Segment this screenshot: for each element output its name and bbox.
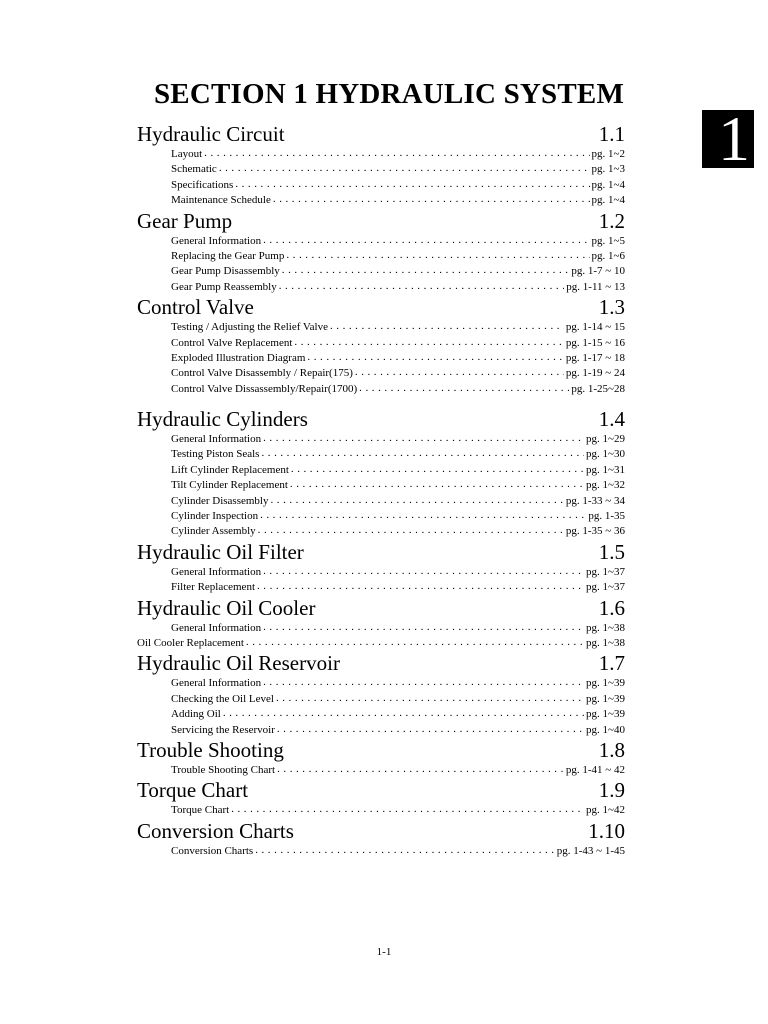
section-number: 1.9	[598, 778, 625, 803]
toc-entry[interactable]	[137, 193, 625, 208]
page-title: SECTION 1 HYDRAULIC SYSTEM	[153, 78, 625, 110]
toc-entry-label: Gear Pump Reassembly	[171, 280, 277, 293]
toc-entry[interactable]	[137, 763, 625, 778]
dot-leader	[273, 193, 590, 207]
toc-entry-page: pg. 1~3	[591, 163, 625, 176]
toc-entry-label: Torque Chart	[171, 804, 230, 817]
toc-entry-label: Checking the Oil Level	[171, 692, 274, 705]
toc-entry[interactable]	[137, 178, 625, 193]
section-title: Trouble Shooting	[137, 737, 284, 762]
toc-entry[interactable]	[137, 803, 625, 818]
toc-section-control-valve	[137, 295, 625, 397]
toc-entry[interactable]	[137, 320, 625, 335]
dot-leader	[291, 463, 584, 477]
toc-entry-page: pg. 1-15 ~ 16	[565, 336, 625, 349]
toc-entry-page: pg. 1~29	[586, 433, 625, 446]
toc-entry[interactable]	[137, 382, 625, 397]
dot-leader	[330, 320, 564, 334]
toc-entry[interactable]	[137, 351, 625, 366]
section-title: Control Valve	[137, 295, 254, 320]
toc-entry-label: Filter Replacement	[171, 581, 255, 594]
section-heading[interactable]	[137, 778, 625, 803]
toc-entry-label: Exploded Illustration Diagram	[171, 351, 306, 364]
toc-entry-page: pg. 1~6	[591, 249, 625, 262]
toc-entry-label: Control Valve Replacement	[171, 336, 293, 349]
toc-section-hydraulic-oil-reservoir	[137, 651, 625, 738]
dot-leader	[261, 447, 584, 461]
toc-entry-label: Cylinder Inspection	[171, 510, 259, 523]
toc-entry-label: Lift Cylinder Replacement	[171, 463, 289, 476]
toc-entry-label: Maintenance Schedule	[171, 194, 271, 207]
toc-entry[interactable]	[137, 636, 625, 651]
section-heading[interactable]	[137, 651, 625, 676]
dot-leader	[258, 524, 564, 538]
toc-entry-page: pg. 1~2	[591, 148, 625, 160]
toc-entry-page: pg. 1~42	[586, 804, 625, 817]
page-number: 1-1	[376, 946, 392, 958]
section-number: 1.4	[598, 407, 625, 432]
toc-entry[interactable]	[137, 478, 625, 493]
toc-entry[interactable]	[137, 280, 625, 295]
dot-leader	[359, 382, 569, 396]
section-title: Gear Pump	[137, 208, 233, 233]
toc-entry-page: pg. 1~4	[591, 178, 625, 191]
section-heading[interactable]	[137, 407, 625, 432]
toc-section-trouble-shooting	[137, 738, 625, 778]
dot-leader	[270, 494, 563, 508]
section-heading[interactable]	[137, 819, 625, 844]
toc-entry-label: Control Valve Disassembly / Repair(175)	[171, 367, 353, 380]
toc-entry[interactable]	[137, 524, 625, 539]
section-number: 1.8	[598, 737, 625, 762]
toc-entry[interactable]	[137, 565, 625, 580]
toc-entry-label: Cylinder Disassembly	[171, 494, 269, 507]
section-number: 1.5	[598, 539, 625, 564]
toc-entry[interactable]	[137, 447, 625, 462]
dot-leader	[204, 147, 589, 161]
toc-entry-page: pg. 1-43 ~ 1-45	[556, 844, 625, 857]
toc-entry-label: Replacing the Gear Pump	[171, 249, 285, 262]
dot-leader	[235, 178, 589, 192]
section-heading[interactable]	[137, 596, 625, 621]
section-number: 1.6	[598, 595, 625, 620]
dot-leader	[263, 676, 584, 690]
dot-leader	[260, 509, 586, 523]
section-number: 1.1	[598, 122, 625, 146]
toc-entry[interactable]	[137, 494, 625, 509]
dot-leader	[279, 280, 565, 294]
toc-entry[interactable]	[137, 162, 625, 177]
toc-entry-page: pg. 1-14 ~ 15	[565, 321, 625, 334]
toc-entry[interactable]	[137, 264, 625, 279]
dot-leader	[255, 844, 555, 858]
toc-entry-page: pg. 1~40	[586, 723, 625, 736]
toc-entry-label: General Information	[171, 433, 262, 446]
toc-entry-page: pg. 1~31	[586, 463, 625, 476]
toc-entry-label: Servicing the Reservoir	[171, 723, 275, 736]
section-heading[interactable]	[137, 540, 625, 565]
dot-leader	[282, 264, 570, 278]
toc-entry[interactable]	[137, 692, 625, 707]
toc-entry-label: Specifications	[171, 178, 234, 191]
toc-entry-label: Gear Pump Disassembly	[171, 265, 280, 278]
dot-leader	[246, 636, 584, 650]
section-spacer	[137, 397, 625, 407]
dot-leader	[290, 478, 584, 492]
dot-leader	[294, 336, 563, 350]
toc-section-hydraulic-circuit	[137, 122, 625, 209]
section-heading[interactable]	[137, 295, 625, 320]
toc-section-conversion-charts	[137, 819, 625, 859]
toc-entry-page: pg. 1-41 ~ 42	[565, 763, 625, 776]
dot-leader	[277, 723, 584, 737]
toc-entry-label: Schematic	[171, 163, 217, 176]
toc-entry[interactable]	[137, 580, 625, 595]
toc-entry-page: pg. 1~37	[586, 581, 625, 594]
toc-entry[interactable]	[137, 336, 625, 351]
toc-entry-label: General Information	[171, 234, 262, 247]
toc-entry-page: pg. 1~32	[586, 479, 625, 492]
dot-leader	[263, 432, 584, 446]
toc-entry-page: pg. 1-7 ~ 10	[571, 265, 625, 278]
toc-entry-label: Testing / Adjusting the Relief Valve	[171, 321, 328, 334]
toc-section-hydraulic-cylinders	[137, 407, 625, 540]
dot-leader	[263, 565, 584, 579]
dot-leader	[231, 803, 584, 817]
toc-entry[interactable]	[137, 234, 625, 249]
toc-entry-label: Adding Oil	[171, 708, 221, 721]
toc-section-torque-chart	[137, 778, 625, 818]
toc-entry-page: pg. 1~30	[586, 448, 625, 461]
toc-entry[interactable]	[137, 463, 625, 478]
dot-leader	[276, 692, 584, 706]
dot-leader	[223, 707, 584, 721]
toc-entry-page: pg. 1-11 ~ 13	[566, 280, 625, 293]
toc-entry[interactable]	[137, 707, 625, 722]
toc-entry-page: pg. 1~38	[586, 621, 625, 634]
table-of-contents	[137, 122, 625, 859]
section-number: 1.10	[588, 818, 625, 843]
dot-leader	[286, 249, 589, 263]
section-number: 1.3	[598, 295, 625, 320]
dot-leader	[263, 234, 589, 248]
section-title: Hydraulic Oil Filter	[137, 539, 304, 564]
toc-entry[interactable]	[137, 366, 625, 381]
toc-entry-label: Oil Cooler Replacement	[137, 636, 244, 649]
toc-entry-page: pg. 1-19 ~ 24	[565, 367, 625, 380]
toc-entry-page: pg. 1-33 ~ 34	[565, 494, 625, 507]
toc-entry[interactable]	[137, 844, 625, 859]
toc-entry-label: General Information	[171, 677, 262, 690]
dot-leader	[219, 162, 590, 176]
section-heading[interactable]	[137, 738, 625, 763]
toc-entry-page: pg. 1-25~28	[571, 382, 625, 395]
section-number: 1.2	[598, 208, 625, 233]
toc-entry-page: pg. 1~39	[586, 708, 625, 721]
toc-entry-label: Cylinder Assembly	[171, 525, 256, 538]
toc-entry-page: pg. 1~5	[591, 234, 625, 247]
toc-entry-label: Testing Piston Seals	[171, 448, 260, 461]
toc-entry-page: pg. 1-17 ~ 18	[565, 351, 625, 364]
section-heading[interactable]	[137, 122, 625, 147]
toc-entry-label: Tilt Cylinder Replacement	[171, 479, 288, 492]
section-tab-marker: 1	[702, 110, 754, 168]
toc-entry-label: General Information	[171, 621, 262, 634]
toc-entry-page: pg. 1~4	[591, 194, 625, 207]
toc-entry[interactable]	[137, 676, 625, 691]
toc-entry[interactable]	[137, 723, 625, 738]
toc-entry[interactable]	[137, 249, 625, 264]
dot-leader	[277, 763, 564, 777]
dot-leader	[307, 351, 563, 365]
section-number: 1.7	[598, 651, 625, 676]
section-title: Conversion Charts	[137, 818, 294, 843]
toc-entry[interactable]	[137, 147, 625, 162]
section-title: Torque Chart	[137, 778, 249, 803]
toc-entry-label: Trouble Shooting Chart	[171, 763, 276, 776]
toc-entry-label: Control Valve Dissassembly/Repair(1700)	[171, 382, 358, 395]
dot-leader	[257, 580, 584, 594]
toc-entry[interactable]	[137, 621, 625, 636]
toc-entry-page: pg. 1~37	[586, 565, 625, 578]
section-title: Hydraulic Circuit	[137, 122, 285, 146]
toc-entry-page: pg. 1-35 ~ 36	[565, 525, 625, 538]
toc-entry-label: General Information	[171, 565, 262, 578]
toc-entry[interactable]	[137, 509, 625, 524]
toc-section-hydraulic-oil-cooler	[137, 596, 625, 652]
toc-entry-page: pg. 1-35	[588, 510, 625, 523]
toc-entry-label: Layout	[171, 148, 203, 160]
section-title: Hydraulic Oil Cooler	[137, 595, 316, 620]
section-title: Hydraulic Oil Reservoir	[137, 651, 340, 676]
toc-entry-page: pg. 1~38	[586, 636, 625, 649]
toc-entry-label: Conversion Charts	[171, 844, 254, 857]
dot-leader	[355, 366, 564, 380]
dot-leader	[263, 621, 584, 635]
toc-section-hydraulic-oil-filter	[137, 540, 625, 596]
section-title: Hydraulic Cylinders	[137, 407, 308, 432]
section-heading[interactable]	[137, 209, 625, 234]
toc-section-gear-pump	[137, 209, 625, 296]
toc-entry-page: pg. 1~39	[586, 692, 625, 705]
toc-entry[interactable]	[137, 432, 625, 447]
toc-entry-page: pg. 1~39	[586, 677, 625, 690]
